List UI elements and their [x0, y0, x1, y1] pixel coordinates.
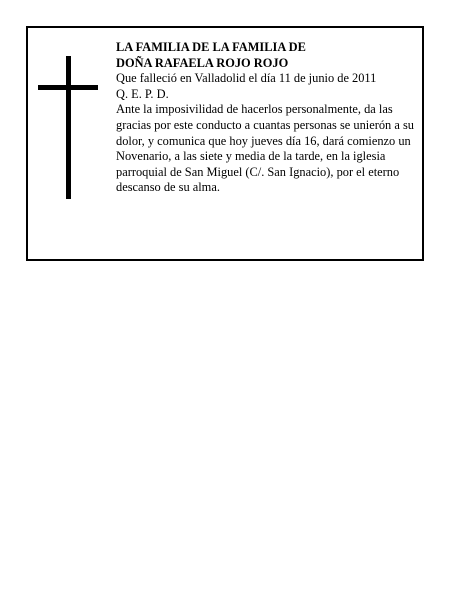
obituary-notice — [26, 26, 424, 261]
notice-body: Ante la imposivilidad de hacerlos personalmente, da las gracias por este conducto a cuantas personas se unierón a su dolor, y comunica que hoy jueves día 16, dará comienzo un Novenario, a las siete y media de la tarde, en la iglesia parroquial de San Miguel (C/. San Ignacio), por el eterno descanso de su alma. — [116, 102, 414, 195]
cross-horizontal-bar — [38, 85, 98, 90]
death-line: Que falleció en Valladolid el día 11 de junio de 2011 — [116, 71, 377, 86]
rip-line: Q. E. P. D. — [116, 86, 169, 101]
cross-vertical-bar — [66, 56, 71, 199]
heading-line-2: DOÑA RAFAELA ROJO ROJO — [116, 55, 289, 70]
notice-text — [116, 40, 422, 196]
heading-line-1: LA FAMILIA DE LA FAMILIA DE — [116, 40, 306, 54]
